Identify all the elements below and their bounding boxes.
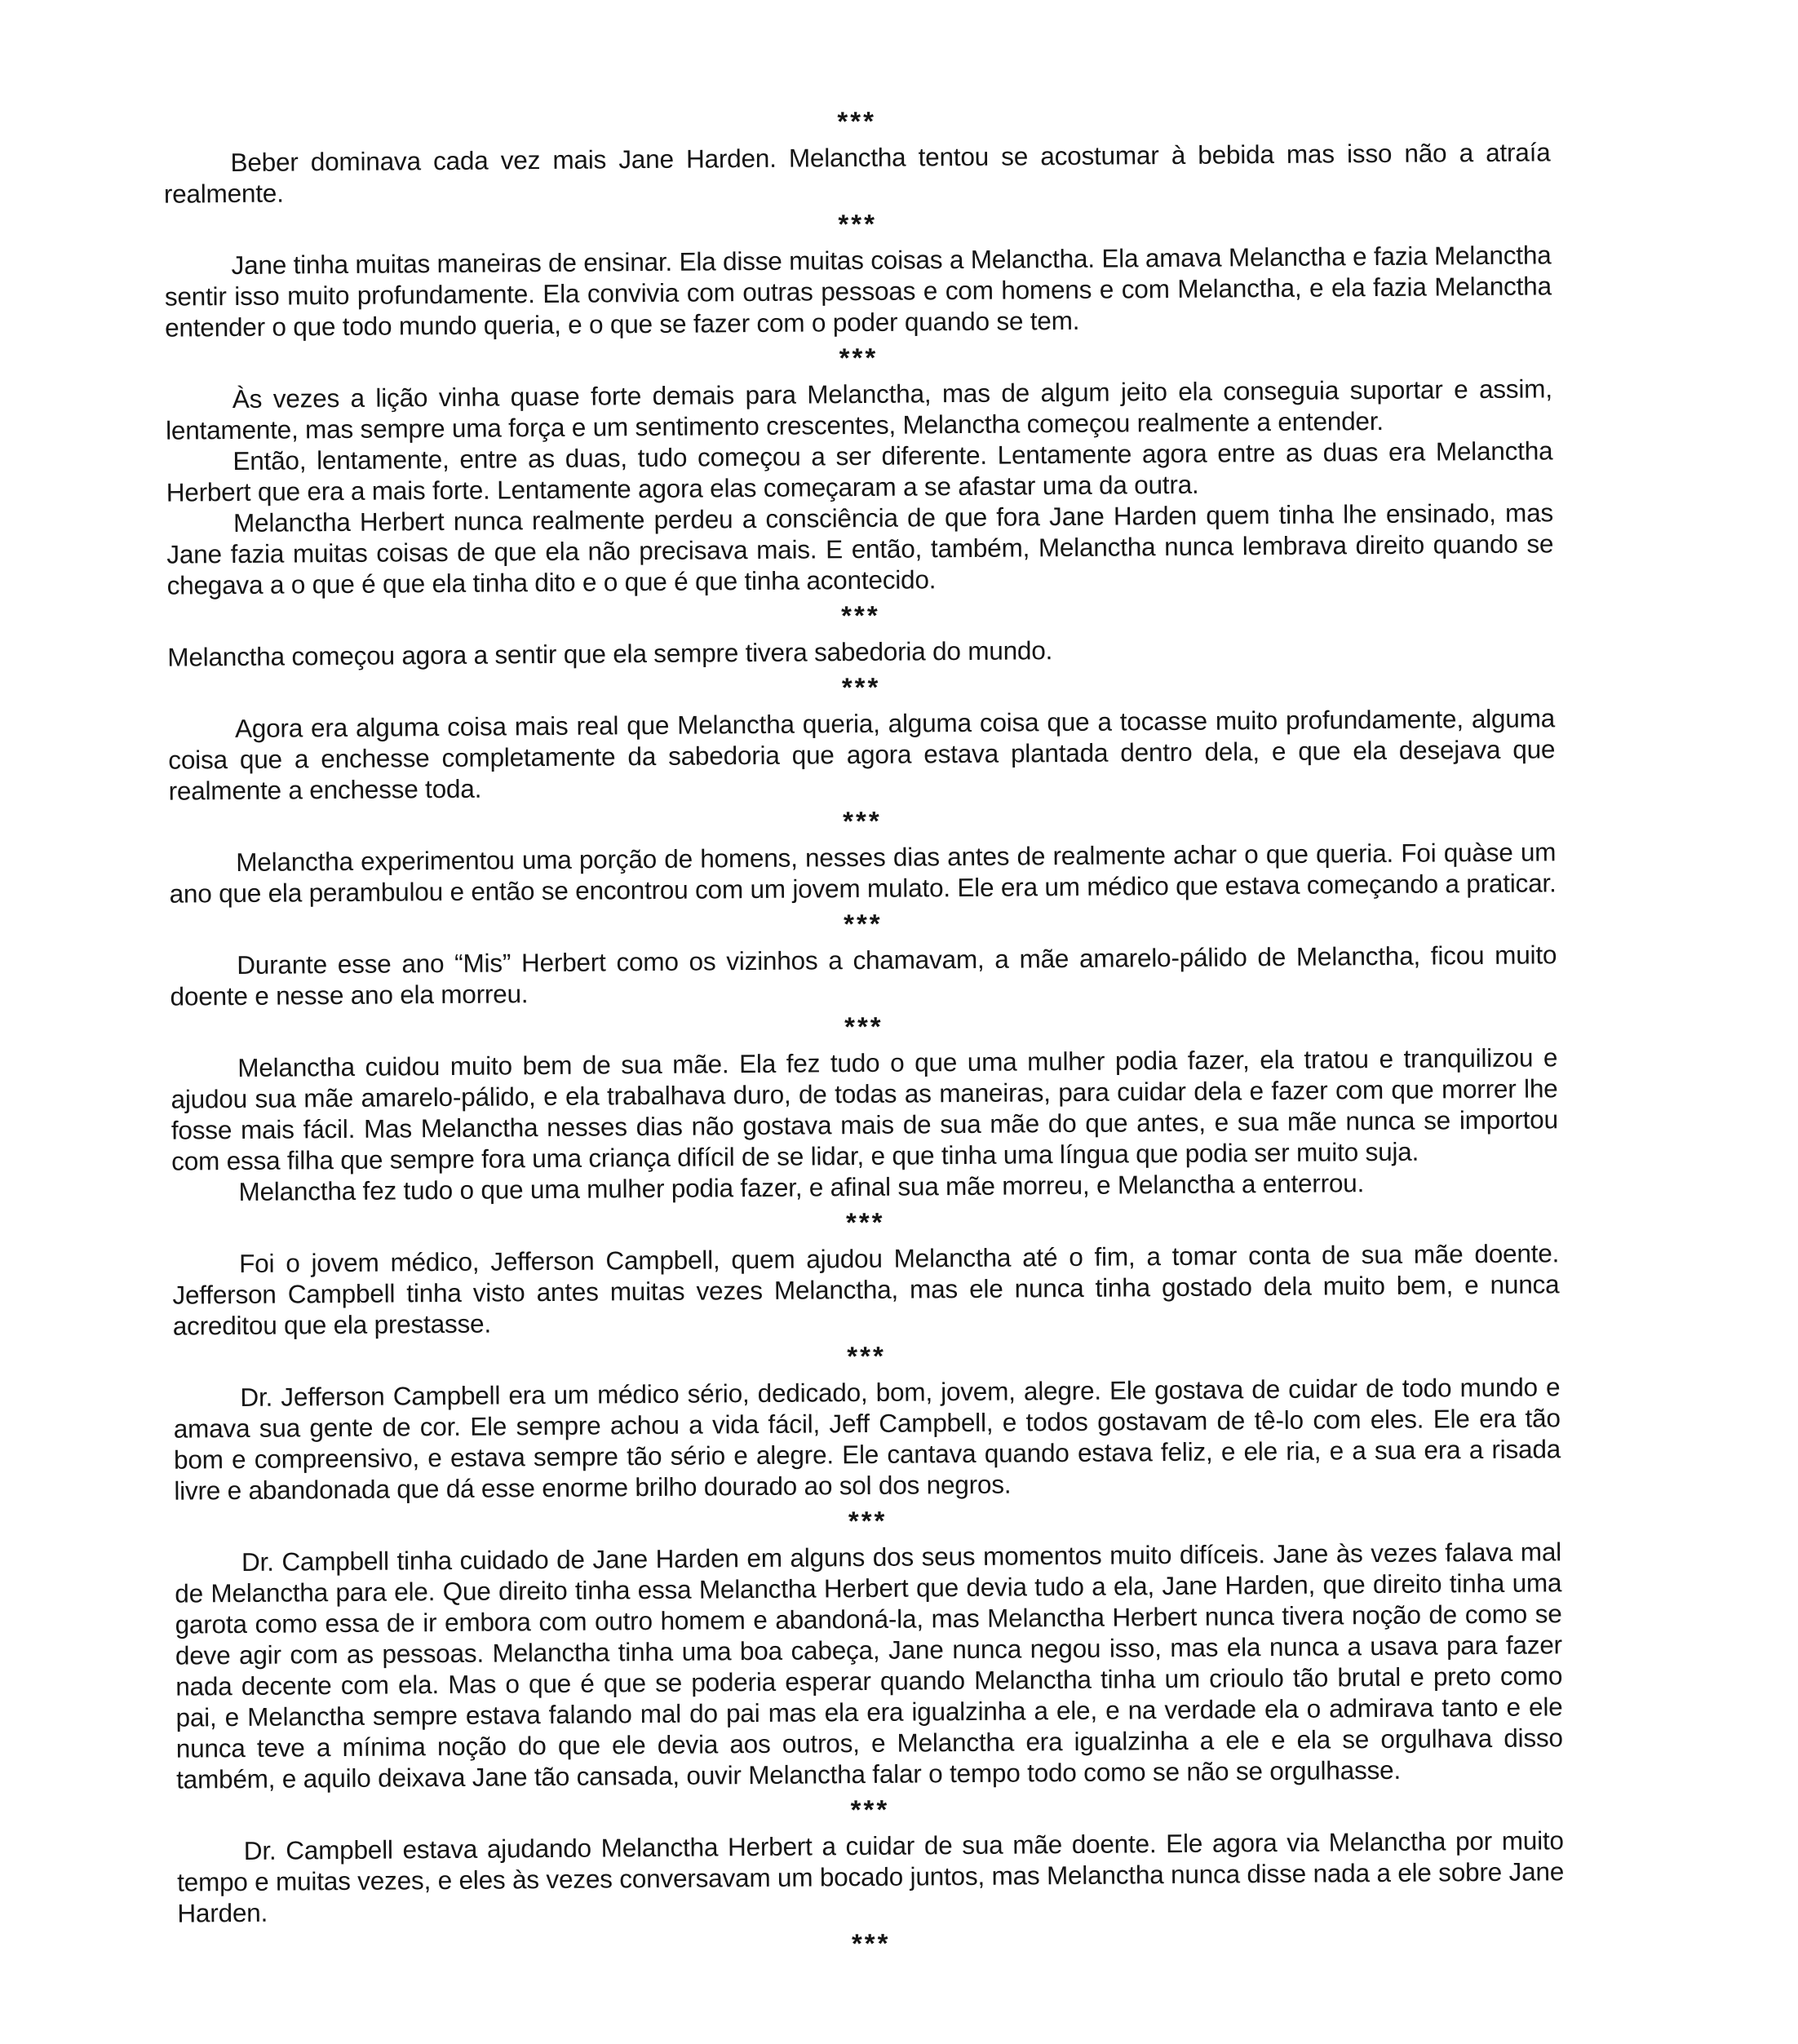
text-block xyxy=(163,95,1565,1969)
section-separator: *** xyxy=(844,1011,884,1042)
paragraph: Agora era alguma coisa mais real que Melanctha queria, alguma coisa que a tocasse muito profundamente, alguma coisa que a enchesse completamente da sabedoria que agora estava plantada dentro dela, e que ela desejava que realmente a enchesse toda. xyxy=(168,703,1556,806)
paragraph: Melanctha Herbert nunca realmente perdeu a consciência de que fora Jane Harden quem tinha lhe ensinado, mas Jane fazia muitas coisas de que ela não precisava mais. E então, também, Melanctha nunca lembrava direito quando se chegava a o que é que ela tinha dito e o que é que tinha acontecido. xyxy=(166,498,1554,600)
section-separator: *** xyxy=(841,671,881,703)
section-separator: *** xyxy=(838,208,878,240)
section-separator: *** xyxy=(843,805,882,837)
paragraph: Beber dominava cada vez mais Jane Harden. Melanctha tentou se acostumar à bebida mas isso não a atraía realmente. xyxy=(163,137,1551,209)
paragraph: Jane tinha muitas maneiras de ensinar. Ela disse muitas coisas a Melanctha. Ela amava Melanctha e fazia Melanctha sentir isso muito profundamente. Ela convivia com outras pessoas e com homens e com Melanctha, e ela fazia Melanctha entender o que todo mundo queria, e o que se fazer com o poder quando se tem. xyxy=(164,240,1552,343)
paragraph: Às vezes a lição vinha quase forte demais para Melanctha, mas de algum jeito ela conseguia suportar e assim, lentamente, mas sempre uma força e um sentimento crescentes, Melanctha começou realmente a entender. xyxy=(166,374,1552,445)
paragraph: Dr. Campbell estava ajudando Melanctha Herbert a cuidar de sua mãe doente. Ele agora via Melanctha por muito tempo e muitas vezes, e eles às vezes conversavam um bocado juntos, mas Melanctha nunca disse nada a ele sobre Jane Harden. xyxy=(176,1825,1565,1928)
paragraph: Melanctha começou agora a sentir que ela sempre tivera sabedoria do mundo. xyxy=(167,635,1053,672)
section-separator: *** xyxy=(848,1505,888,1537)
section-separator: *** xyxy=(847,1340,886,1372)
section-separator: *** xyxy=(837,105,877,137)
section-separator: *** xyxy=(845,1206,885,1238)
section-separator: *** xyxy=(841,599,880,631)
paragraph: Melanctha fez tudo o que uma mulher podia fazer, e afinal sua mãe morreu, e Melanctha a enterrou. xyxy=(238,1168,1365,1206)
section-separator: *** xyxy=(851,1927,891,1959)
paragraph: Foi o jovem médico, Jefferson Campbell, quem ajudou Melanctha até o fim, a tomar conta de sua mãe doente. Jefferson Campbell tinha visto antes muitas vezes Melanctha, mas ele nunca tinha gostado dela muito bem, e nunca acreditou que ela prestasse. xyxy=(172,1238,1560,1341)
paragraph: Melanctha experimentou uma porção de homens, nesses dias antes de realmente achar o que queria. Foi quàse um ano que ela perambulou e então se encontrou com um jovem mulato. Ele era um médico que estava começando a praticar. xyxy=(169,837,1557,909)
paragraph: Dr. Jefferson Campbell era um médico sério, dedicado, bom, jovem, alegre. Ele gostava de cuidar de todo mundo e amava sua gente de cor. Ele sempre achou a vida fácil, Jeff Campbell, e todos gostavam de tê-lo com eles. Ele era tão bom e compreensivo, e estava sempre tão sério e alegre. Ele cantava quando estava feliz, e ele ria, e a sua era a risada livre e abandonada que dá esse enorme brilho dourado ao sol dos negros. xyxy=(173,1372,1561,1506)
paragraph: Melanctha cuidou muito bem de sua mãe. Ela fez tudo o que uma mulher podia fazer, ela tratou e tranquilizou e ajudou sua mãe amarelo-pálido, e ela trabalhava duro, de todas as maneiras, para cuidar dela e fazer com que morrer lhe fosse mais fácil. Mas Melanctha nesses dias não gostava mais de sua mãe do que antes, e sua mãe nunca se importou com essa filha que sempre fora uma criança difícil de se lidar, e que tinha uma língua que podia ser muito suja. xyxy=(170,1042,1558,1176)
paragraph: Durante esse ano “Mis” Herbert como os vizinhos a chamavam, a mãe amarelo-pálido de Melanctha, ficou muito doente e nesse ano ela morreu. xyxy=(170,940,1557,1011)
section-separator: *** xyxy=(839,342,879,374)
paragraph: Então, lentamente, entre as duas, tudo começou a ser diferente. Lentamente agora entre as duas era Melanctha Herbert que era a mais forte. Lentamente agora elas começaram a se afastar uma da outra. xyxy=(166,436,1553,507)
paragraph: Dr. Campbell tinha cuidado de Jane Harden em alguns dos seus momentos muito difíceis. Jane às vezes falava mal de Melanctha para ele. Que direito tinha essa Melanctha Herbert que devia tudo a ela, Jane Harden, que direito tinha uma garota como essa de ir embora com outro homem e abandoná-la, mas Melanctha Herbert nunca tivera noção de como se deve agir com as pessoas. Melanctha tinha uma boa cabeça, Jane nunca negou isso, mas ela nunca a usava para fazer nada decente com ela. Mas o que é que se poderia esperar quando Melanctha tinha um crioulo tão brutal e preto como pai, e Melanctha sempre estava falando mal do pai mas ela era igualzinha a ele, e na verdade ela o admirava tanto e ele nunca teve a mínima noção do que ele devia aos outros, e Melanctha era igualzinha a ele e ela se orgulhava disso também, e aquilo deixava Jane tão cansada, ouvir Melanctha falar o tempo todo como se não se orgulhasse. xyxy=(175,1537,1563,1794)
section-separator: *** xyxy=(844,908,883,940)
section-separator: *** xyxy=(850,1794,890,1825)
